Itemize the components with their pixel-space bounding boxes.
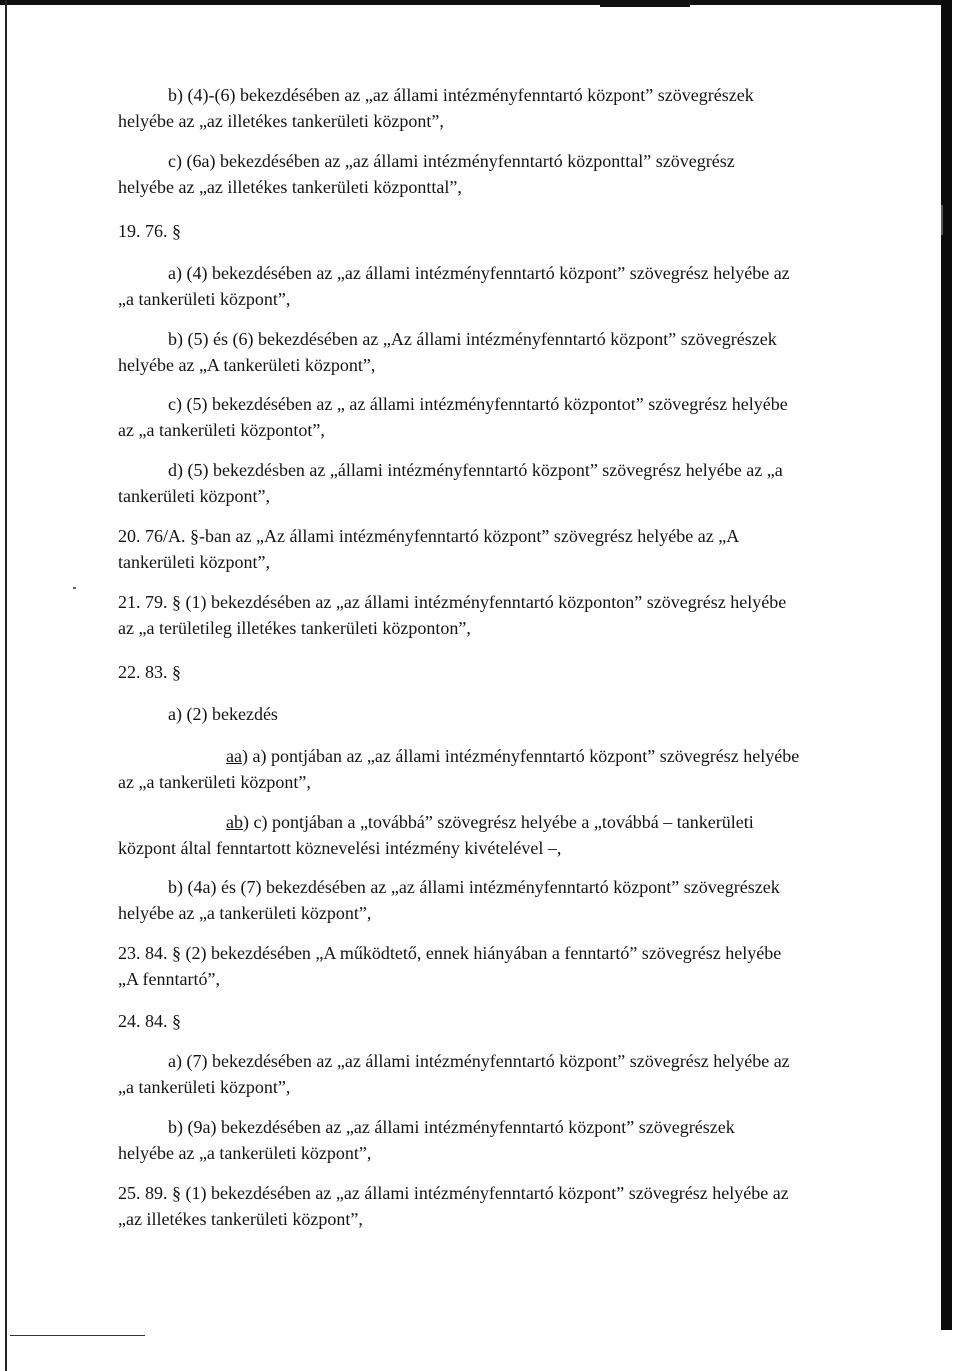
paragraph-line: helyébe az „az illetékes tankerületi központtal”,: [118, 176, 462, 197]
paragraph-line: d) (5) bekezdésben az „állami intézményfenntartó központ” szövegrész helyébe az „a: [168, 460, 783, 480]
paragraph-line: c) (6a) bekezdésében az „az állami intézményfenntartó központtal” szövegrész: [168, 151, 735, 171]
paragraph-line: „az illetékes tankerületi központ”,: [118, 1208, 363, 1229]
point-label: aa: [226, 746, 242, 766]
paragraph-line: tankerületi központ”,: [118, 485, 270, 506]
section-number: 22. 83. §: [118, 662, 181, 682]
amendment-paragraph: [118, 875, 836, 926]
paragraph-line: [118, 744, 836, 770]
paragraph-line: az „a területileg illetékes tankerületi központon”,: [118, 617, 471, 638]
amendment-paragraph: [118, 1115, 836, 1166]
paragraph-line: tankerületi központ”,: [118, 551, 270, 572]
paragraph-line: b) (9a) bekezdésében az „az állami intézményfenntartó központ” szövegrészek: [168, 1117, 735, 1137]
scan-artifact-top: [600, 4, 690, 7]
section-number: 19. 76. §: [118, 221, 181, 241]
paragraph-line: helyébe az „a tankerületi központ”,: [118, 902, 372, 923]
scan-border-gap: [942, 1330, 960, 1371]
paragraph-line: a) (2) bekezdés: [168, 704, 278, 724]
section-heading: [118, 1009, 836, 1035]
scan-border-top: [0, 0, 943, 5]
scan-artifact-dot: [73, 587, 76, 589]
amendment-subparagraph: [118, 744, 836, 795]
paragraph-line: központ által fenntartott köznevelési intézmény kivételével –,: [118, 837, 562, 858]
amendment-paragraph: [118, 149, 836, 200]
amendment-paragraph: [118, 392, 836, 443]
amendment-paragraph: [118, 458, 836, 509]
paragraph-line: b) (4)-(6) bekezdésében az „az állami intézményfenntartó központ” szövegrészek: [168, 85, 754, 105]
section-number: 24. 84. §: [118, 1011, 181, 1031]
amendment-paragraph: [118, 83, 836, 134]
paragraph-line: helyébe az „az illetékes tankerületi központ”,: [118, 110, 444, 131]
paragraph-line: [118, 810, 836, 836]
paragraph-line: b) (5) és (6) bekezdésében az „Az állami intézményfenntartó központ” szövegrészek: [168, 329, 777, 349]
section-heading: [118, 219, 836, 245]
scan-border-right: [941, 0, 952, 1330]
paragraph-line: a) (7) bekezdésében az „az állami intézményfenntartó központ” szövegrész helyébe az: [168, 1051, 790, 1071]
amendment-paragraph: [118, 524, 836, 575]
point-label: ab: [226, 812, 243, 832]
paragraph-line: a) (4) bekezdésében az „az állami intézményfenntartó központ” szövegrész helyébe az: [168, 263, 790, 283]
scan-border-left: [5, 0, 7, 1371]
paragraph-line: 21. 79. § (1) bekezdésében az „az állami intézményfenntartó központon” szövegrész helyébe: [118, 592, 787, 612]
amendment-paragraph: [118, 1181, 836, 1232]
paragraph-line: „a tankerületi központ”,: [118, 1076, 291, 1097]
footnote-separator: [10, 1335, 145, 1336]
amendment-paragraph: [118, 702, 836, 728]
paragraph-line: „a tankerületi központ”,: [118, 288, 291, 309]
paragraph-line: 25. 89. § (1) bekezdésében az „az állami intézményfenntartó központ” szövegrész helyébe az: [118, 1183, 789, 1203]
amendment-subparagraph: [118, 810, 836, 861]
scan-artifact-tick: [941, 205, 943, 235]
paragraph-line: az „a tankerületi központ”,: [118, 771, 311, 792]
amendment-paragraph: [118, 590, 836, 641]
paragraph-line: b) (4a) és (7) bekezdésében az „az állami intézményfenntartó központ” szövegrészek: [168, 877, 780, 897]
paragraph-line: 20. 76/A. §-ban az „Az állami intézményfenntartó központ” szövegrész helyébe az „A: [118, 526, 740, 546]
section-heading: [118, 660, 836, 686]
paragraph-line: helyébe az „A tankerületi központ”,: [118, 354, 376, 375]
paragraph-line: helyébe az „a tankerületi központ”,: [118, 1142, 372, 1163]
amendment-paragraph: [118, 261, 836, 312]
paragraph-line: „A fenntartó”,: [118, 968, 220, 989]
amendment-paragraph: [118, 327, 836, 378]
paragraph-line: 23. 84. § (2) bekezdésében „A működtető, ennek hiányában a fenntartó” szövegrész helyébe: [118, 943, 782, 963]
paragraph-text: ) a) pontjában az „az állami intézményfenntartó központ” szövegrész helyébe: [241, 746, 800, 766]
paragraph-line: c) (5) bekezdésében az „ az állami intézményfenntartó központot” szövegrész helyébe: [168, 394, 788, 414]
amendment-paragraph: [118, 941, 836, 992]
paragraph-line: az „a tankerületi központot”,: [118, 419, 325, 440]
paragraph-text: ) c) pontjában a „továbbá” szövegrész helyébe a „továbbá – tankerületi: [243, 812, 754, 832]
amendment-paragraph: [118, 1049, 836, 1100]
